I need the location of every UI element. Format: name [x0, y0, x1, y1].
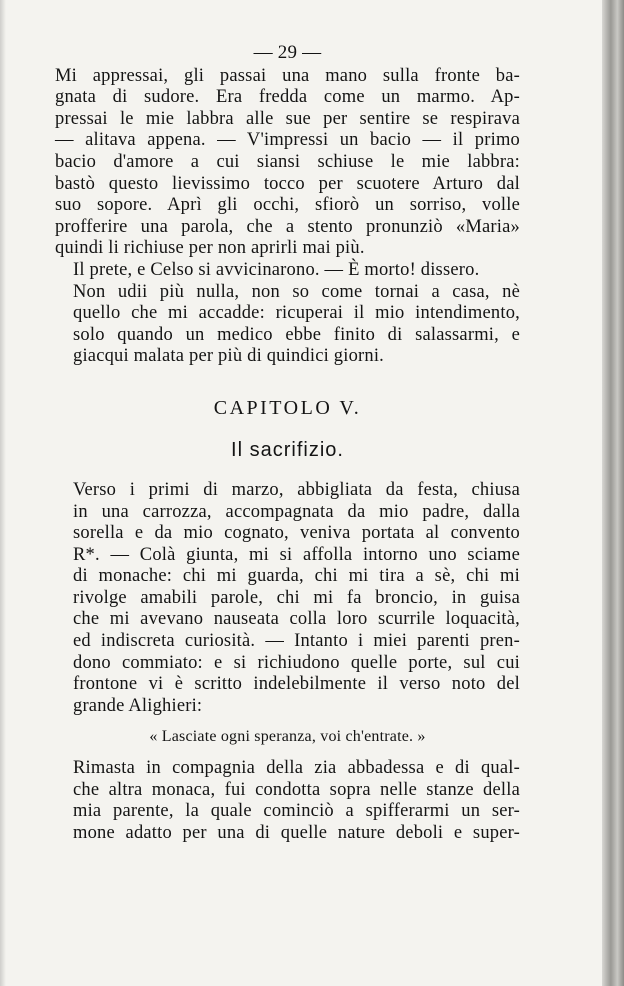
text-line: pressai le mie labbra alle sue per sentire se respirava: [55, 108, 520, 129]
paragraph-abbadessa: [55, 758, 520, 844]
text-line: sorella e da mio cognato, veniva portata al convento: [73, 523, 520, 544]
text-line: che altra monaca, fui condotta sopra nelle stanze della: [73, 779, 520, 800]
text-line: Non udii più nulla, non so come tornai a casa, nè: [73, 281, 520, 302]
text-line: che mi avevano nauseata colla loro scurrile loquacità,: [73, 609, 520, 630]
text-line: grande Alighieri:: [73, 695, 203, 716]
book-binding-gutter: [602, 0, 624, 986]
paragraph-morto: [55, 260, 520, 282]
chapter-heading: CAPITOLO V.: [213, 396, 362, 419]
text-line: gnata di sudore. Era fredda come un marmo. Ap-: [55, 87, 520, 108]
text-line: bacio d'amore a cui siansi schiuse le mie labbra:: [55, 151, 520, 172]
page-edge-shadow: [0, 0, 6, 986]
text-line: in una carrozza, accompagnata da mio padre, dalla: [73, 501, 520, 522]
text-line: R*. — Colà giunta, mi si affolla intorno uno sciame: [73, 544, 520, 565]
text-line: Mi appressai, gli passai una mano sulla fronte ba-: [55, 65, 520, 86]
top-text-block: [55, 66, 520, 368]
page-text: [55, 42, 520, 844]
text-line: Il prete, e Celso si avvicinarono. — È morto! dissero.: [73, 259, 480, 280]
text-line: rivolge amabili parole, chi mi fa broncio, in guisa: [73, 587, 520, 608]
text-line: mia parente, la quale cominciò a spifferarmi un ser-: [73, 801, 520, 822]
paragraph-convento: [55, 480, 520, 718]
text-line: mone adatto per una di quelle nature deboli e super-: [73, 822, 520, 843]
text-line: Rimasta in compagnia della zia abbadessa e di qual-: [73, 758, 520, 779]
chapter-title: Il sacrifizio.: [231, 438, 344, 461]
text-line: ed indiscreta curiosità. — Intanto i miei parenti pren-: [73, 631, 520, 652]
text-line: suo sopore. Aprì gli occhi, sfiorò un sorriso, volle: [55, 195, 520, 216]
page-number: — 29 —: [253, 42, 322, 63]
text-line: frontone vi è scritto indelebilmente il verso noto del: [73, 674, 520, 695]
paragraph-malata: [55, 282, 520, 368]
text-line: dono commiato: e si richiudono quelle porte, sul cui: [73, 652, 520, 673]
text-line: quindi li richiuse per non aprirli mai più.: [55, 238, 365, 259]
text-line: — alitava appena. — V'impressi un bacio — il primo: [55, 130, 520, 151]
dante-quote: « Lasciate ogni speranza, voi ch'entrate. »: [149, 728, 426, 746]
text-line: quello che mi accadde: ricuperai il mio intendimento,: [73, 303, 520, 324]
text-line: Verso i primi di marzo, abbigliata da festa, chiusa: [73, 479, 520, 500]
text-line: giacqui malata per più di quindici giorni.: [73, 346, 385, 367]
paragraph-arturo: [55, 66, 520, 260]
text-line: solo quando un medico ebbe finito di salassarmi, e: [73, 324, 520, 345]
text-line: profferire una parola, che a stento pronunziò «Maria»: [55, 216, 520, 237]
text-line: bastò questo lievissimo tocco per scuotere Arturo dal: [55, 173, 520, 194]
text-line: di monache: chi mi guarda, chi mi tira a sè, chi mi: [73, 566, 520, 587]
